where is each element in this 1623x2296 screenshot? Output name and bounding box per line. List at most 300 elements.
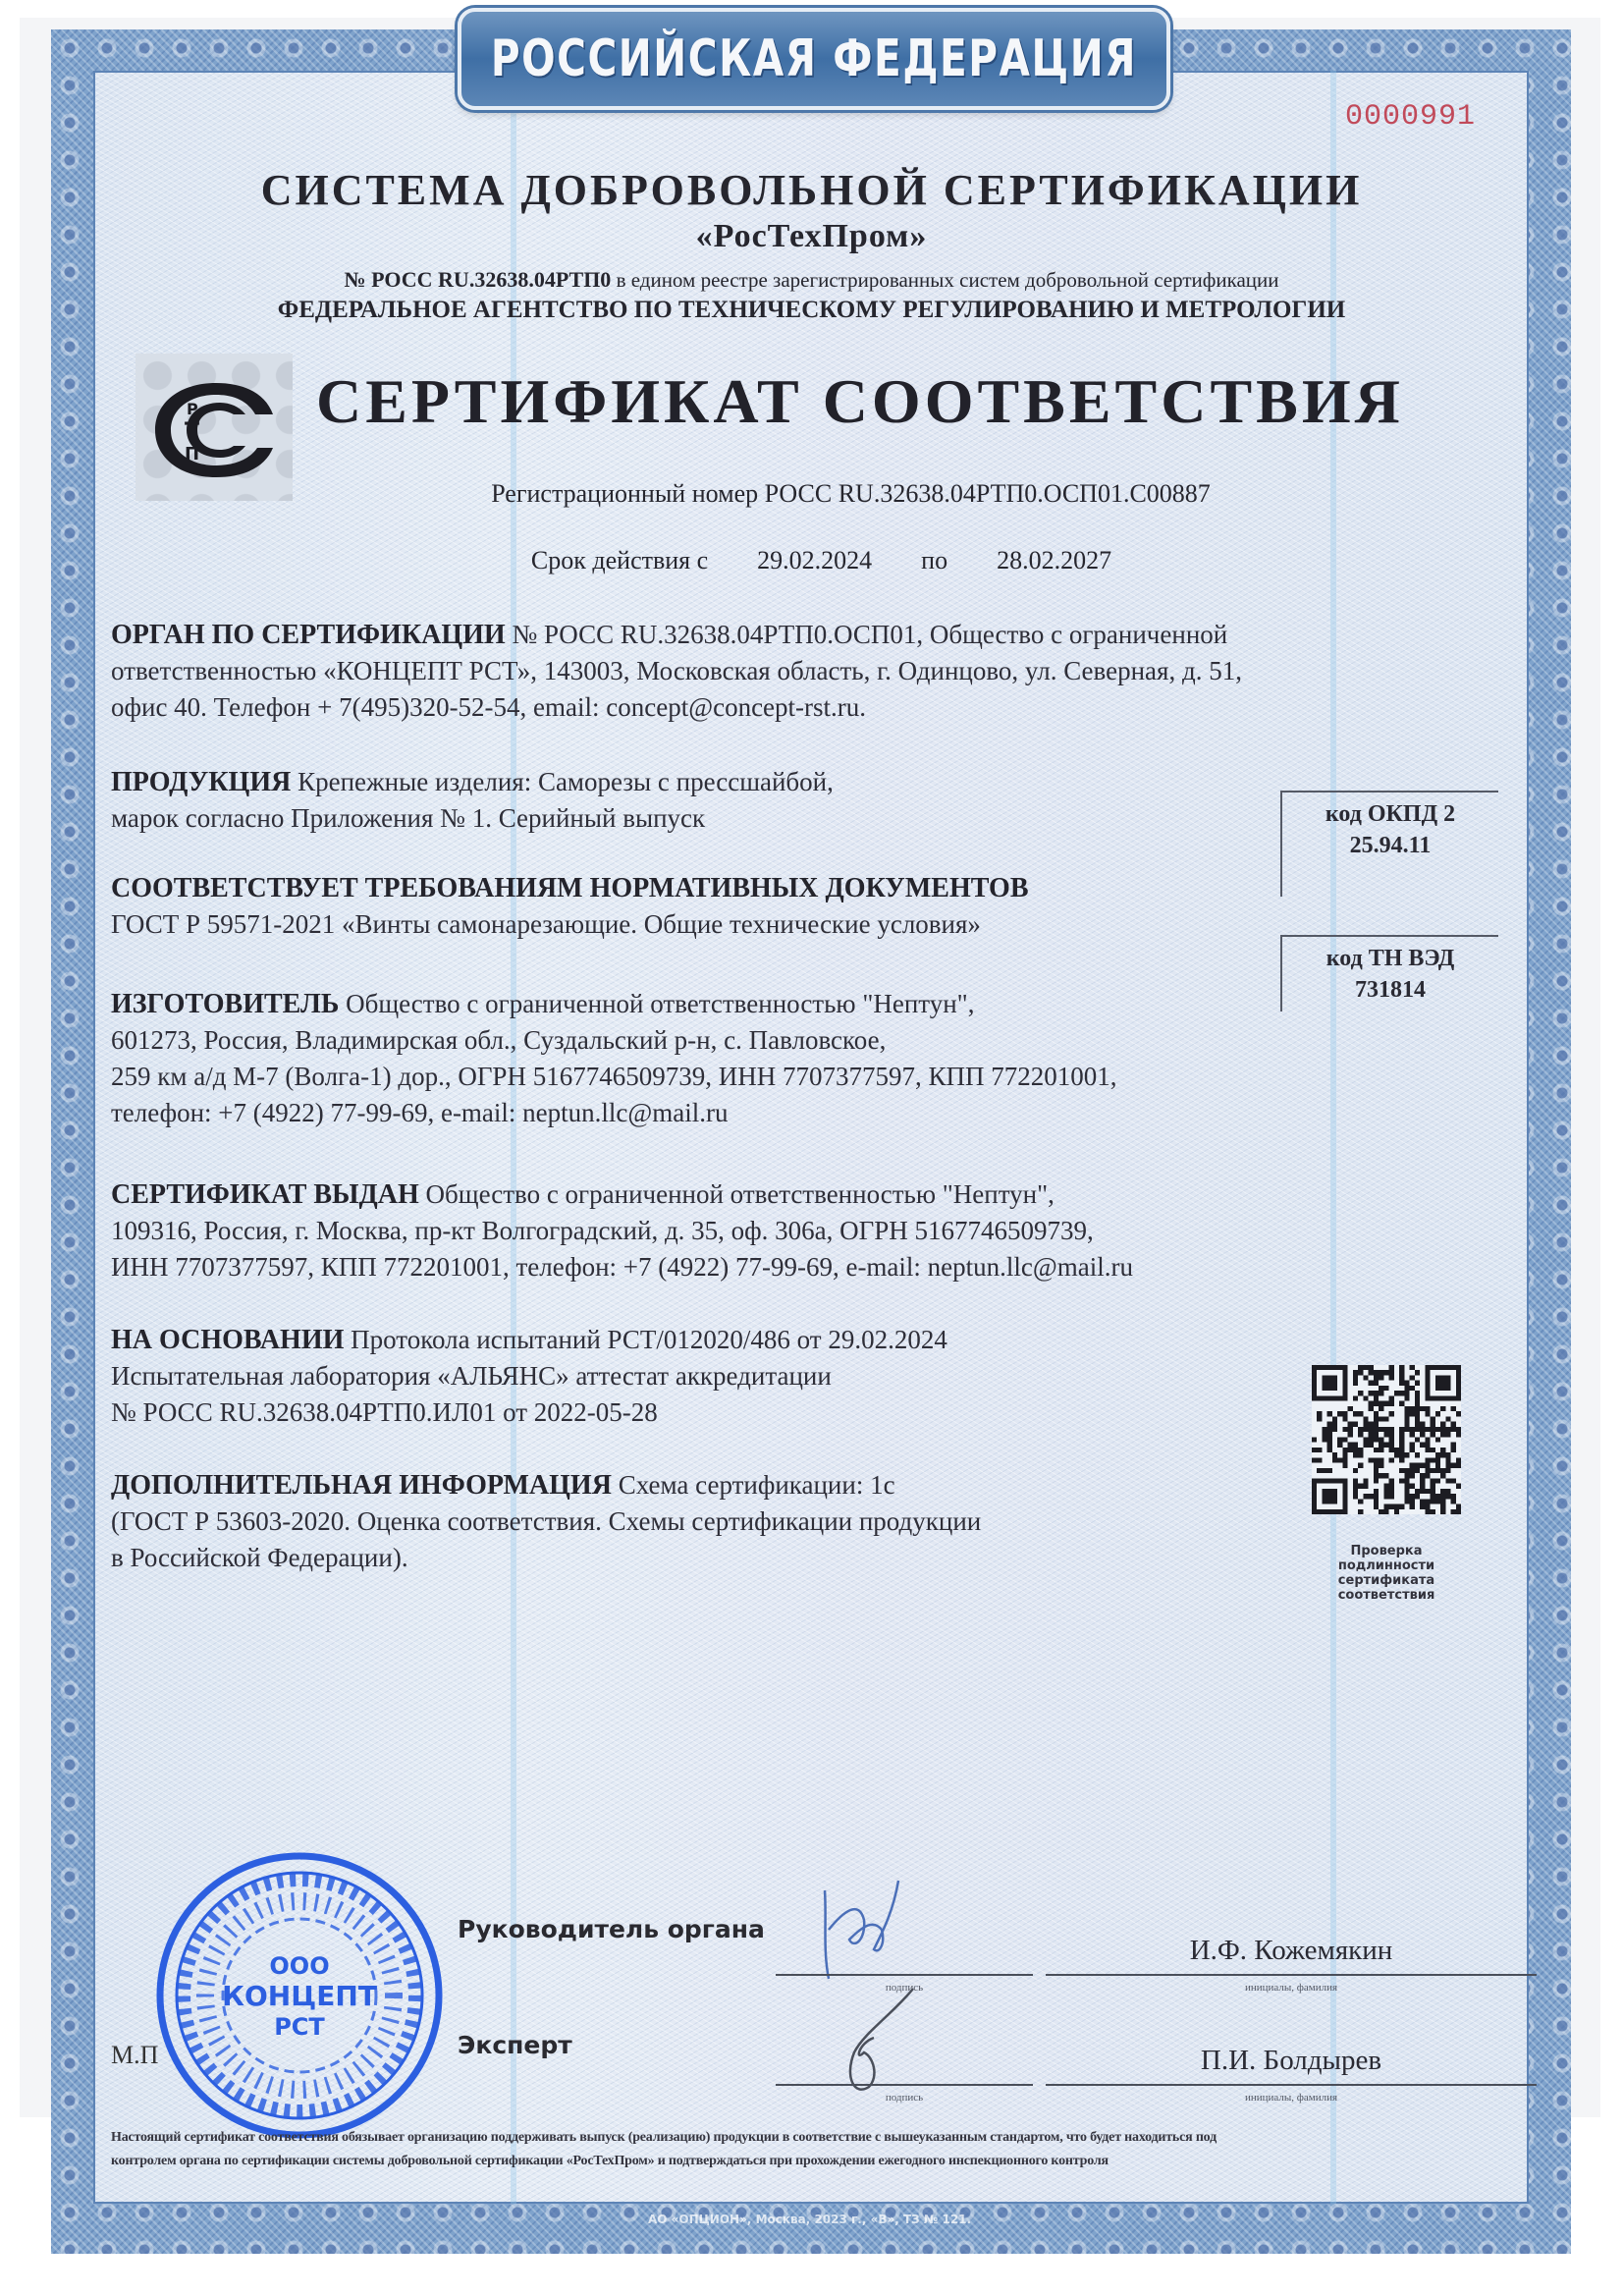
qr-module	[1363, 1416, 1368, 1421]
qr-module	[1342, 1463, 1347, 1468]
qr-module	[1410, 1443, 1415, 1448]
qr-module	[1374, 1468, 1379, 1473]
qr-module	[1353, 1381, 1358, 1386]
system-registry-number: № РОСС RU.32638.04РТП0	[344, 267, 612, 292]
qr-module	[1440, 1427, 1445, 1432]
qr-module	[1399, 1448, 1404, 1452]
section-text: в Российской Федерации).	[111, 1543, 408, 1572]
section-additional-info	[111, 1467, 981, 1576]
qr-module	[1342, 1452, 1347, 1457]
qr-module	[1451, 1499, 1456, 1503]
qr-module	[1445, 1452, 1450, 1457]
qr-module	[1456, 1457, 1461, 1462]
qr-module	[1410, 1463, 1415, 1468]
qr-module	[1369, 1406, 1374, 1411]
qr-module	[1389, 1395, 1394, 1400]
qr-module	[1445, 1468, 1450, 1473]
qr-caption	[1296, 1544, 1477, 1603]
qr-module	[1420, 1499, 1425, 1503]
qr-module	[1399, 1391, 1404, 1395]
qr-module	[1337, 1443, 1342, 1448]
qr-module	[1415, 1489, 1420, 1494]
okpd-code-box	[1280, 791, 1498, 897]
qr-module	[1379, 1437, 1383, 1442]
qr-module	[1451, 1478, 1456, 1483]
system-registry-text: в едином реестре зарегистрированных систем добровольной сертификации	[611, 268, 1279, 292]
qr-module	[1342, 1427, 1347, 1432]
qr-module	[1415, 1401, 1420, 1406]
section-text: ответственностью «КОНЦЕПТ РСТ», 143003, Московская область, г. Одинцово, ул. Северная, д. 51,	[111, 656, 1242, 685]
serial-number: 0000991	[1345, 100, 1477, 134]
qr-module	[1374, 1463, 1379, 1468]
qr-module	[1374, 1427, 1379, 1432]
qr-module	[1379, 1370, 1383, 1375]
qr-module	[1374, 1473, 1379, 1478]
qr-module	[1322, 1489, 1337, 1504]
qr-module	[1410, 1473, 1415, 1478]
qr-module	[1342, 1448, 1347, 1452]
qr-module	[1445, 1416, 1450, 1421]
qr-module	[1374, 1381, 1379, 1386]
signature-caption: подпись	[885, 2092, 924, 2104]
qr-module	[1369, 1443, 1374, 1448]
qr-module	[1353, 1395, 1358, 1400]
qr-module	[1383, 1416, 1388, 1421]
section-label: ДОПОЛНИТЕЛЬНАЯ ИНФОРМАЦИЯ	[111, 1470, 612, 1501]
qr-module	[1404, 1381, 1409, 1386]
qr-module	[1327, 1427, 1332, 1432]
qr-module	[1363, 1484, 1368, 1489]
qr-module	[1369, 1422, 1374, 1427]
section-complies	[111, 870, 1029, 943]
qr-module	[1369, 1365, 1374, 1370]
section-text: (ГОСТ Р 53603-2020. Оценка соответствия. Схемы сертификации продукции	[111, 1506, 982, 1536]
qr-module	[1374, 1422, 1379, 1427]
qr-module	[1348, 1443, 1353, 1448]
qr-module	[1456, 1411, 1461, 1416]
qr-module	[1445, 1457, 1450, 1462]
qr-module	[1420, 1473, 1425, 1478]
tnved-code-box	[1280, 935, 1498, 1011]
qr-module	[1410, 1448, 1415, 1452]
qr-module	[1404, 1386, 1409, 1391]
okpd-label: код ОКПД 2	[1325, 801, 1456, 827]
section-text: марок согласно Приложения № 1. Серийный выпуск	[111, 803, 706, 833]
system-title: СИСТЕМА ДОБРОВОЛЬНОЙ СЕРТИФИКАЦИИ	[260, 166, 1363, 214]
okpd-value: 25.94.11	[1349, 833, 1432, 858]
head-role-label: Руководитель органа	[458, 1915, 765, 1943]
qr-module	[1415, 1494, 1420, 1499]
qr-module	[1358, 1411, 1363, 1416]
qr-module	[1425, 1411, 1430, 1416]
qr-module	[1410, 1499, 1415, 1503]
signature-caption: подпись	[885, 1982, 924, 1994]
qr-module	[1451, 1494, 1456, 1499]
qr-module	[1379, 1448, 1383, 1452]
country-banner-text: РОССИЙСКАЯ ФЕДЕРАЦИЯ	[490, 29, 1138, 88]
qr-module	[1399, 1452, 1404, 1457]
qr-module	[1353, 1370, 1358, 1375]
qr-module	[1379, 1427, 1383, 1432]
logo-letter: П	[185, 444, 200, 465]
qr-module	[1399, 1443, 1404, 1448]
qr-module	[1415, 1416, 1420, 1421]
printer-mark: АО «ОПЦИОН», Москва, 2023 г., «В», ТЗ № 121.	[648, 2213, 972, 2226]
qr-module	[1394, 1391, 1399, 1395]
qr-module	[1431, 1427, 1435, 1432]
section-label: ОРГАН ПО СЕРТИФИКАЦИИ	[111, 620, 506, 650]
qr-module	[1404, 1468, 1409, 1473]
qr-module	[1363, 1494, 1368, 1499]
qr-module	[1399, 1365, 1404, 1370]
name-line	[1046, 2084, 1537, 2086]
qr-module	[1456, 1427, 1461, 1432]
qr-module	[1440, 1432, 1445, 1437]
qr-module	[1420, 1478, 1425, 1483]
qr-module	[1358, 1463, 1363, 1468]
qr-module	[1383, 1489, 1388, 1494]
section-text: Схема сертификации: 1с	[611, 1470, 895, 1500]
qr-module	[1404, 1416, 1409, 1421]
qr-module	[1379, 1386, 1383, 1391]
qr-module	[1374, 1457, 1379, 1462]
qr-module	[1389, 1443, 1394, 1448]
qr-module	[1394, 1509, 1399, 1514]
qr-module	[1410, 1386, 1415, 1391]
qr-module	[1404, 1391, 1409, 1395]
registration-label: Регистрационный номер	[491, 479, 759, 508]
qr-module	[1394, 1452, 1399, 1457]
qr-module	[1410, 1365, 1415, 1370]
section-text: 259 км а/д М-7 (Волга-1) дор., ОГРН 5167746509739, ИНН 7707377597, КПП 772201001,	[111, 1062, 1117, 1091]
qr-module	[1332, 1427, 1337, 1432]
qr-module	[1383, 1473, 1388, 1478]
qr-module	[1410, 1432, 1415, 1437]
qr-module	[1410, 1406, 1415, 1411]
qr-module	[1389, 1489, 1394, 1494]
qr-module	[1399, 1468, 1404, 1473]
qr-module	[1425, 1489, 1430, 1494]
country-banner	[458, 8, 1170, 110]
qr-module	[1383, 1401, 1388, 1406]
qr-module	[1379, 1375, 1383, 1380]
qr-module	[1337, 1411, 1342, 1416]
qr-module	[1399, 1381, 1404, 1386]
qr-module	[1327, 1448, 1332, 1452]
qr-module	[1363, 1443, 1368, 1448]
valid-to-label: по	[921, 546, 948, 574]
qr-caption-line: Проверка	[1350, 1544, 1423, 1558]
qr-module	[1431, 1494, 1435, 1499]
qr-module	[1425, 1468, 1430, 1473]
qr-module	[1415, 1370, 1420, 1375]
qr-module	[1374, 1416, 1379, 1421]
qr-module	[1369, 1432, 1374, 1437]
qr-module	[1322, 1427, 1326, 1432]
registration-number: РОСС RU.32638.04РТП0.ОСП01.С00887	[764, 479, 1211, 508]
qr-module	[1451, 1463, 1456, 1468]
qr-module	[1404, 1411, 1409, 1416]
qr-module	[1404, 1395, 1409, 1400]
qr-module	[1374, 1432, 1379, 1437]
qr-module	[1327, 1422, 1332, 1427]
registration-number-line	[39, 479, 1623, 509]
qr-module	[1410, 1484, 1415, 1489]
qr-module	[1410, 1494, 1415, 1499]
qr-module	[1456, 1504, 1461, 1509]
qr-module	[1404, 1494, 1409, 1499]
section-label: ПРОДУКЦИЯ	[111, 767, 292, 797]
qr-module	[1435, 1457, 1440, 1462]
qr-module	[1369, 1427, 1374, 1432]
qr-module	[1431, 1484, 1435, 1489]
qr-module	[1425, 1406, 1430, 1411]
qr-module	[1363, 1437, 1368, 1442]
qr-module	[1435, 1478, 1440, 1483]
qr-module	[1394, 1448, 1399, 1452]
signature-line	[776, 1974, 1033, 1976]
qr-module	[1374, 1391, 1379, 1395]
qr-module	[1431, 1457, 1435, 1462]
qr-module	[1383, 1432, 1388, 1437]
qr-module	[1435, 1452, 1440, 1457]
qr-module	[1456, 1484, 1461, 1489]
section-product	[111, 764, 834, 837]
tnved-value: 731814	[1355, 977, 1426, 1003]
qr-module	[1399, 1457, 1404, 1462]
qr-module	[1425, 1427, 1430, 1432]
qr-module	[1451, 1443, 1456, 1448]
qr-module	[1312, 1457, 1317, 1462]
qr-module	[1363, 1422, 1368, 1427]
name-caption: инициалы, фамилия	[1244, 2092, 1338, 2104]
qr-module	[1374, 1494, 1379, 1499]
qr-module	[1425, 1448, 1430, 1452]
section-text: телефон: +7 (4922) 77-99-69, e-mail: neptun.llc@mail.ru	[111, 1098, 729, 1127]
qr-module	[1363, 1365, 1368, 1370]
qr-module	[1451, 1448, 1456, 1452]
logo-letter: Р	[187, 400, 198, 418]
expert-name: П.И. Болдырев	[1200, 2045, 1382, 2076]
qr-module	[1415, 1422, 1420, 1427]
qr-module	[1415, 1406, 1420, 1411]
qr-module	[1358, 1448, 1363, 1452]
qr-module	[1435, 1411, 1440, 1416]
qr-module	[1415, 1427, 1420, 1432]
qr-module	[1358, 1484, 1363, 1489]
qr-module	[1451, 1406, 1456, 1411]
qr-module	[1379, 1443, 1383, 1448]
expert-role-label: Эксперт	[458, 2031, 572, 2059]
qr-module	[1358, 1509, 1363, 1514]
qr-module	[1353, 1489, 1358, 1494]
qr-module	[1369, 1370, 1374, 1375]
qr-module	[1389, 1457, 1394, 1462]
qr-module	[1404, 1484, 1409, 1489]
qr-module	[1358, 1370, 1363, 1375]
qr-module	[1440, 1499, 1445, 1503]
qr-module	[1404, 1406, 1409, 1411]
head-name: И.Ф. Кожемякин	[1189, 1935, 1393, 1966]
qr-module	[1399, 1427, 1404, 1432]
qr-module	[1435, 1375, 1451, 1391]
qr-module	[1445, 1463, 1450, 1468]
qr-module	[1322, 1432, 1326, 1437]
qr-module	[1415, 1437, 1420, 1442]
qr-code-icon[interactable]	[1312, 1365, 1461, 1514]
qr-module	[1431, 1509, 1435, 1514]
qr-module	[1358, 1365, 1363, 1370]
qr-module	[1332, 1452, 1337, 1457]
section-text: 601273, Россия, Владимирская обл., Суздальский р-н, с. Павловское,	[111, 1025, 887, 1055]
section-label: ИЗГОТОВИТЕЛЬ	[111, 989, 340, 1019]
qr-module	[1389, 1375, 1394, 1380]
qr-module	[1431, 1468, 1435, 1473]
footnote	[111, 2126, 1525, 2173]
qr-module	[1379, 1391, 1383, 1395]
qr-module	[1389, 1448, 1394, 1452]
section-text: Протокола испытаний РСТ/012020/486 от 29.02.2024	[344, 1325, 947, 1354]
qr-module	[1342, 1416, 1347, 1421]
section-manufacturer	[111, 986, 1116, 1131]
qr-module	[1383, 1504, 1388, 1509]
qr-module	[1353, 1448, 1358, 1452]
qr-module	[1431, 1478, 1435, 1483]
qr-module	[1440, 1509, 1445, 1514]
qr-module	[1389, 1432, 1394, 1437]
qr-module	[1348, 1427, 1353, 1432]
qr-module	[1312, 1437, 1317, 1442]
qr-module	[1420, 1443, 1425, 1448]
qr-module	[1394, 1504, 1399, 1509]
qr-module	[1431, 1448, 1435, 1452]
logo-letter: Т	[185, 419, 200, 444]
qr-module	[1322, 1437, 1326, 1442]
qr-caption-line: сертификата	[1337, 1573, 1435, 1588]
qr-module	[1327, 1443, 1332, 1448]
qr-module	[1415, 1468, 1420, 1473]
qr-module	[1389, 1370, 1394, 1375]
qr-module	[1445, 1432, 1450, 1437]
qr-module	[1389, 1494, 1394, 1499]
qr-module	[1404, 1452, 1409, 1457]
validity-label: Срок действия с	[530, 546, 709, 574]
qr-module	[1415, 1381, 1420, 1386]
seal-mark: М.П	[111, 2041, 159, 2069]
qr-module	[1379, 1463, 1383, 1468]
qr-module	[1337, 1437, 1342, 1442]
section-text: ГОСТ Р 59571-2021 «Винты самонарезающие. Общие технические условия»	[111, 909, 981, 939]
qr-module	[1342, 1437, 1347, 1442]
name-line	[1046, 1974, 1537, 1976]
validity-period	[10, 546, 1623, 575]
qr-module	[1435, 1494, 1440, 1499]
qr-module	[1415, 1463, 1420, 1468]
qr-module	[1456, 1432, 1461, 1437]
footnote-line: контролем органа по сертификации системы добровольной сертификации «РосТехПром» и подтверждаться при прохождении ежегодного инспекционного контроля	[111, 2154, 1109, 2168]
stamp-text: РСТ	[274, 2013, 325, 2041]
qr-module	[1379, 1457, 1383, 1462]
qr-module	[1440, 1448, 1445, 1452]
section-certification-body	[111, 617, 1242, 726]
qr-module	[1399, 1370, 1404, 1375]
qr-module	[1389, 1484, 1394, 1489]
qr-module	[1425, 1499, 1430, 1503]
qr-module	[1399, 1504, 1404, 1509]
qr-module	[1389, 1478, 1394, 1483]
qr-module	[1435, 1463, 1440, 1468]
qr-module	[1445, 1478, 1450, 1483]
qr-module	[1404, 1422, 1409, 1427]
qr-module	[1317, 1411, 1322, 1416]
qr-module	[1348, 1432, 1353, 1437]
qr-module	[1374, 1504, 1379, 1509]
section-text: Общество с ограниченной ответственностью "Нептун",	[339, 989, 975, 1018]
qr-module	[1383, 1484, 1388, 1489]
qr-module	[1353, 1411, 1358, 1416]
qr-module	[1410, 1427, 1415, 1432]
section-text: Крепежные изделия: Саморезы с прессшайбой,	[291, 767, 834, 796]
qr-module	[1353, 1375, 1358, 1380]
qr-module	[1435, 1427, 1440, 1432]
qr-module	[1337, 1457, 1342, 1462]
qr-module	[1431, 1432, 1435, 1437]
qr-module	[1353, 1452, 1358, 1457]
qr-module	[1342, 1411, 1347, 1416]
qr-module	[1404, 1473, 1409, 1478]
qr-module	[1327, 1437, 1332, 1442]
qr-module	[1440, 1468, 1445, 1473]
valid-to-date: 28.02.2027	[997, 546, 1112, 574]
qr-module	[1420, 1463, 1425, 1468]
qr-module	[1353, 1422, 1358, 1427]
qr-module	[1374, 1437, 1379, 1442]
section-text: № РОСС RU.32638.04РТП0.ОСП01, Общество с ограниченной	[505, 620, 1228, 649]
section-label: СООТВЕТСТВУЕТ ТРЕБОВАНИЯМ НОРМАТИВНЫХ ДОКУМЕНТОВ	[111, 873, 1029, 903]
section-issued-to	[111, 1176, 1133, 1285]
qr-module	[1353, 1478, 1358, 1483]
qr-module	[1420, 1432, 1425, 1437]
qr-module	[1420, 1422, 1425, 1427]
qr-module	[1363, 1427, 1368, 1432]
qr-module	[1374, 1478, 1379, 1483]
qr-module	[1327, 1411, 1332, 1416]
qr-module	[1369, 1381, 1374, 1386]
system-name: «РосТехПром»	[695, 218, 928, 254]
name-caption: инициалы, фамилия	[1244, 1982, 1338, 1994]
qr-module	[1420, 1489, 1425, 1494]
section-basis	[111, 1322, 947, 1431]
signature-line	[776, 2084, 1033, 2086]
qr-module	[1332, 1422, 1337, 1427]
qr-module	[1317, 1468, 1322, 1473]
qr-module	[1358, 1499, 1363, 1503]
qr-module	[1431, 1489, 1435, 1494]
qr-module	[1399, 1432, 1404, 1437]
qr-module	[1415, 1391, 1420, 1395]
qr-module	[1353, 1468, 1358, 1473]
qr-module	[1374, 1375, 1379, 1380]
qr-module	[1322, 1468, 1326, 1473]
qr-module	[1451, 1422, 1456, 1427]
qr-module	[1369, 1437, 1374, 1442]
qr-module	[1456, 1509, 1461, 1514]
qr-module	[1317, 1448, 1322, 1452]
section-label: СЕРТИФИКАТ ВЫДАН	[111, 1179, 419, 1210]
qr-module	[1348, 1422, 1353, 1427]
qr-module	[1451, 1509, 1456, 1514]
qr-module	[1342, 1457, 1347, 1462]
